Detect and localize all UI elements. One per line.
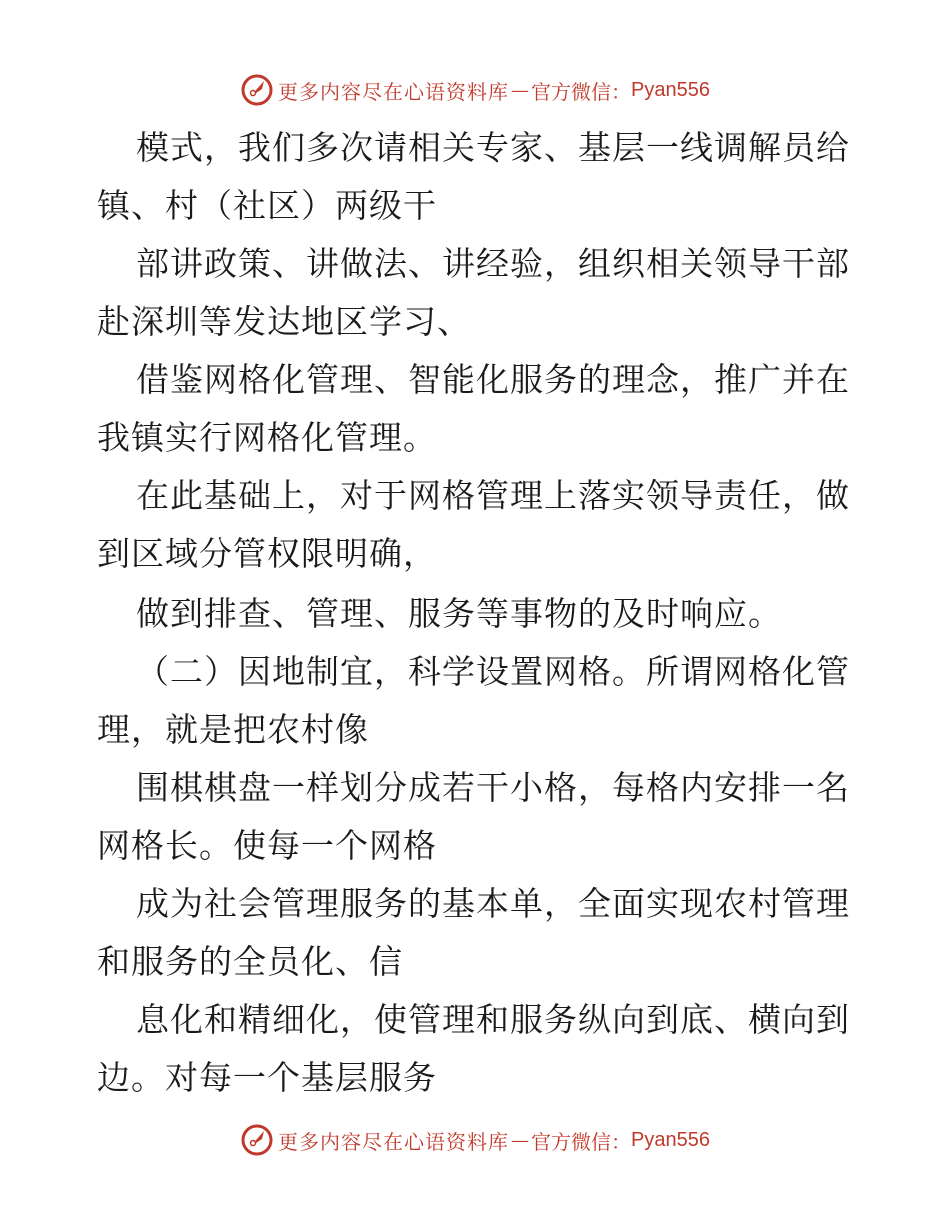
text-line: （二）因地制宜，科学设置网格。所谓网格化管 (136, 652, 850, 691)
header-brand: 更多内容尽在心语资料库 (278, 79, 510, 104)
text-line: 和服务的全员化、信 (97, 942, 403, 981)
text-line: 镇、村（社区）两级干 (97, 186, 437, 225)
header-wechat-label: 官方微信： (531, 79, 632, 104)
footer-wechat-label: 官方微信： (531, 1129, 632, 1154)
footer-dash: — (511, 1129, 530, 1151)
text-line: 边。对每一个基层服务 (97, 1058, 437, 1097)
footer-brand: 更多内容尽在心语资料库 (278, 1129, 510, 1154)
text-line: 我镇实行网格化管理。 (97, 418, 437, 457)
footer-wechat-id: Pyan556 (631, 1128, 710, 1151)
text-line: 部讲政策、讲做法、讲经验，组织相关领导干部 (136, 244, 850, 283)
text-line: 到区域分管权限明确， (97, 534, 437, 573)
feather-pen-logo-icon (240, 1123, 274, 1157)
text-line: 理，就是把农村像 (97, 710, 369, 749)
text-line: 做到排查、管理、服务等事物的及时响应。 (136, 594, 782, 633)
footer-banner (0, 1120, 950, 1160)
text-line: 模式，我们多次请相关专家、基层一线调解员给 (136, 128, 850, 167)
header-dash: — (511, 79, 530, 101)
text-line: 在此基础上，对于网格管理上落实领导责任，做 (136, 476, 850, 515)
header-wechat-id: Pyan556 (631, 78, 710, 101)
text-line: 借鉴网格化管理、智能化服务的理念，推广并在 (136, 360, 850, 399)
text-line: 成为社会管理服务的基本单，全面实现农村管理 (136, 884, 850, 923)
text-line: 息化和精细化，使管理和服务纵向到底、横向到 (136, 1000, 850, 1039)
text-line: 赴深圳等发达地区学习、 (97, 302, 471, 341)
text-line: 围棋棋盘一样划分成若干小格，每格内安排一名 (136, 768, 850, 807)
text-line: 网格长。使每一个网格 (97, 826, 437, 865)
